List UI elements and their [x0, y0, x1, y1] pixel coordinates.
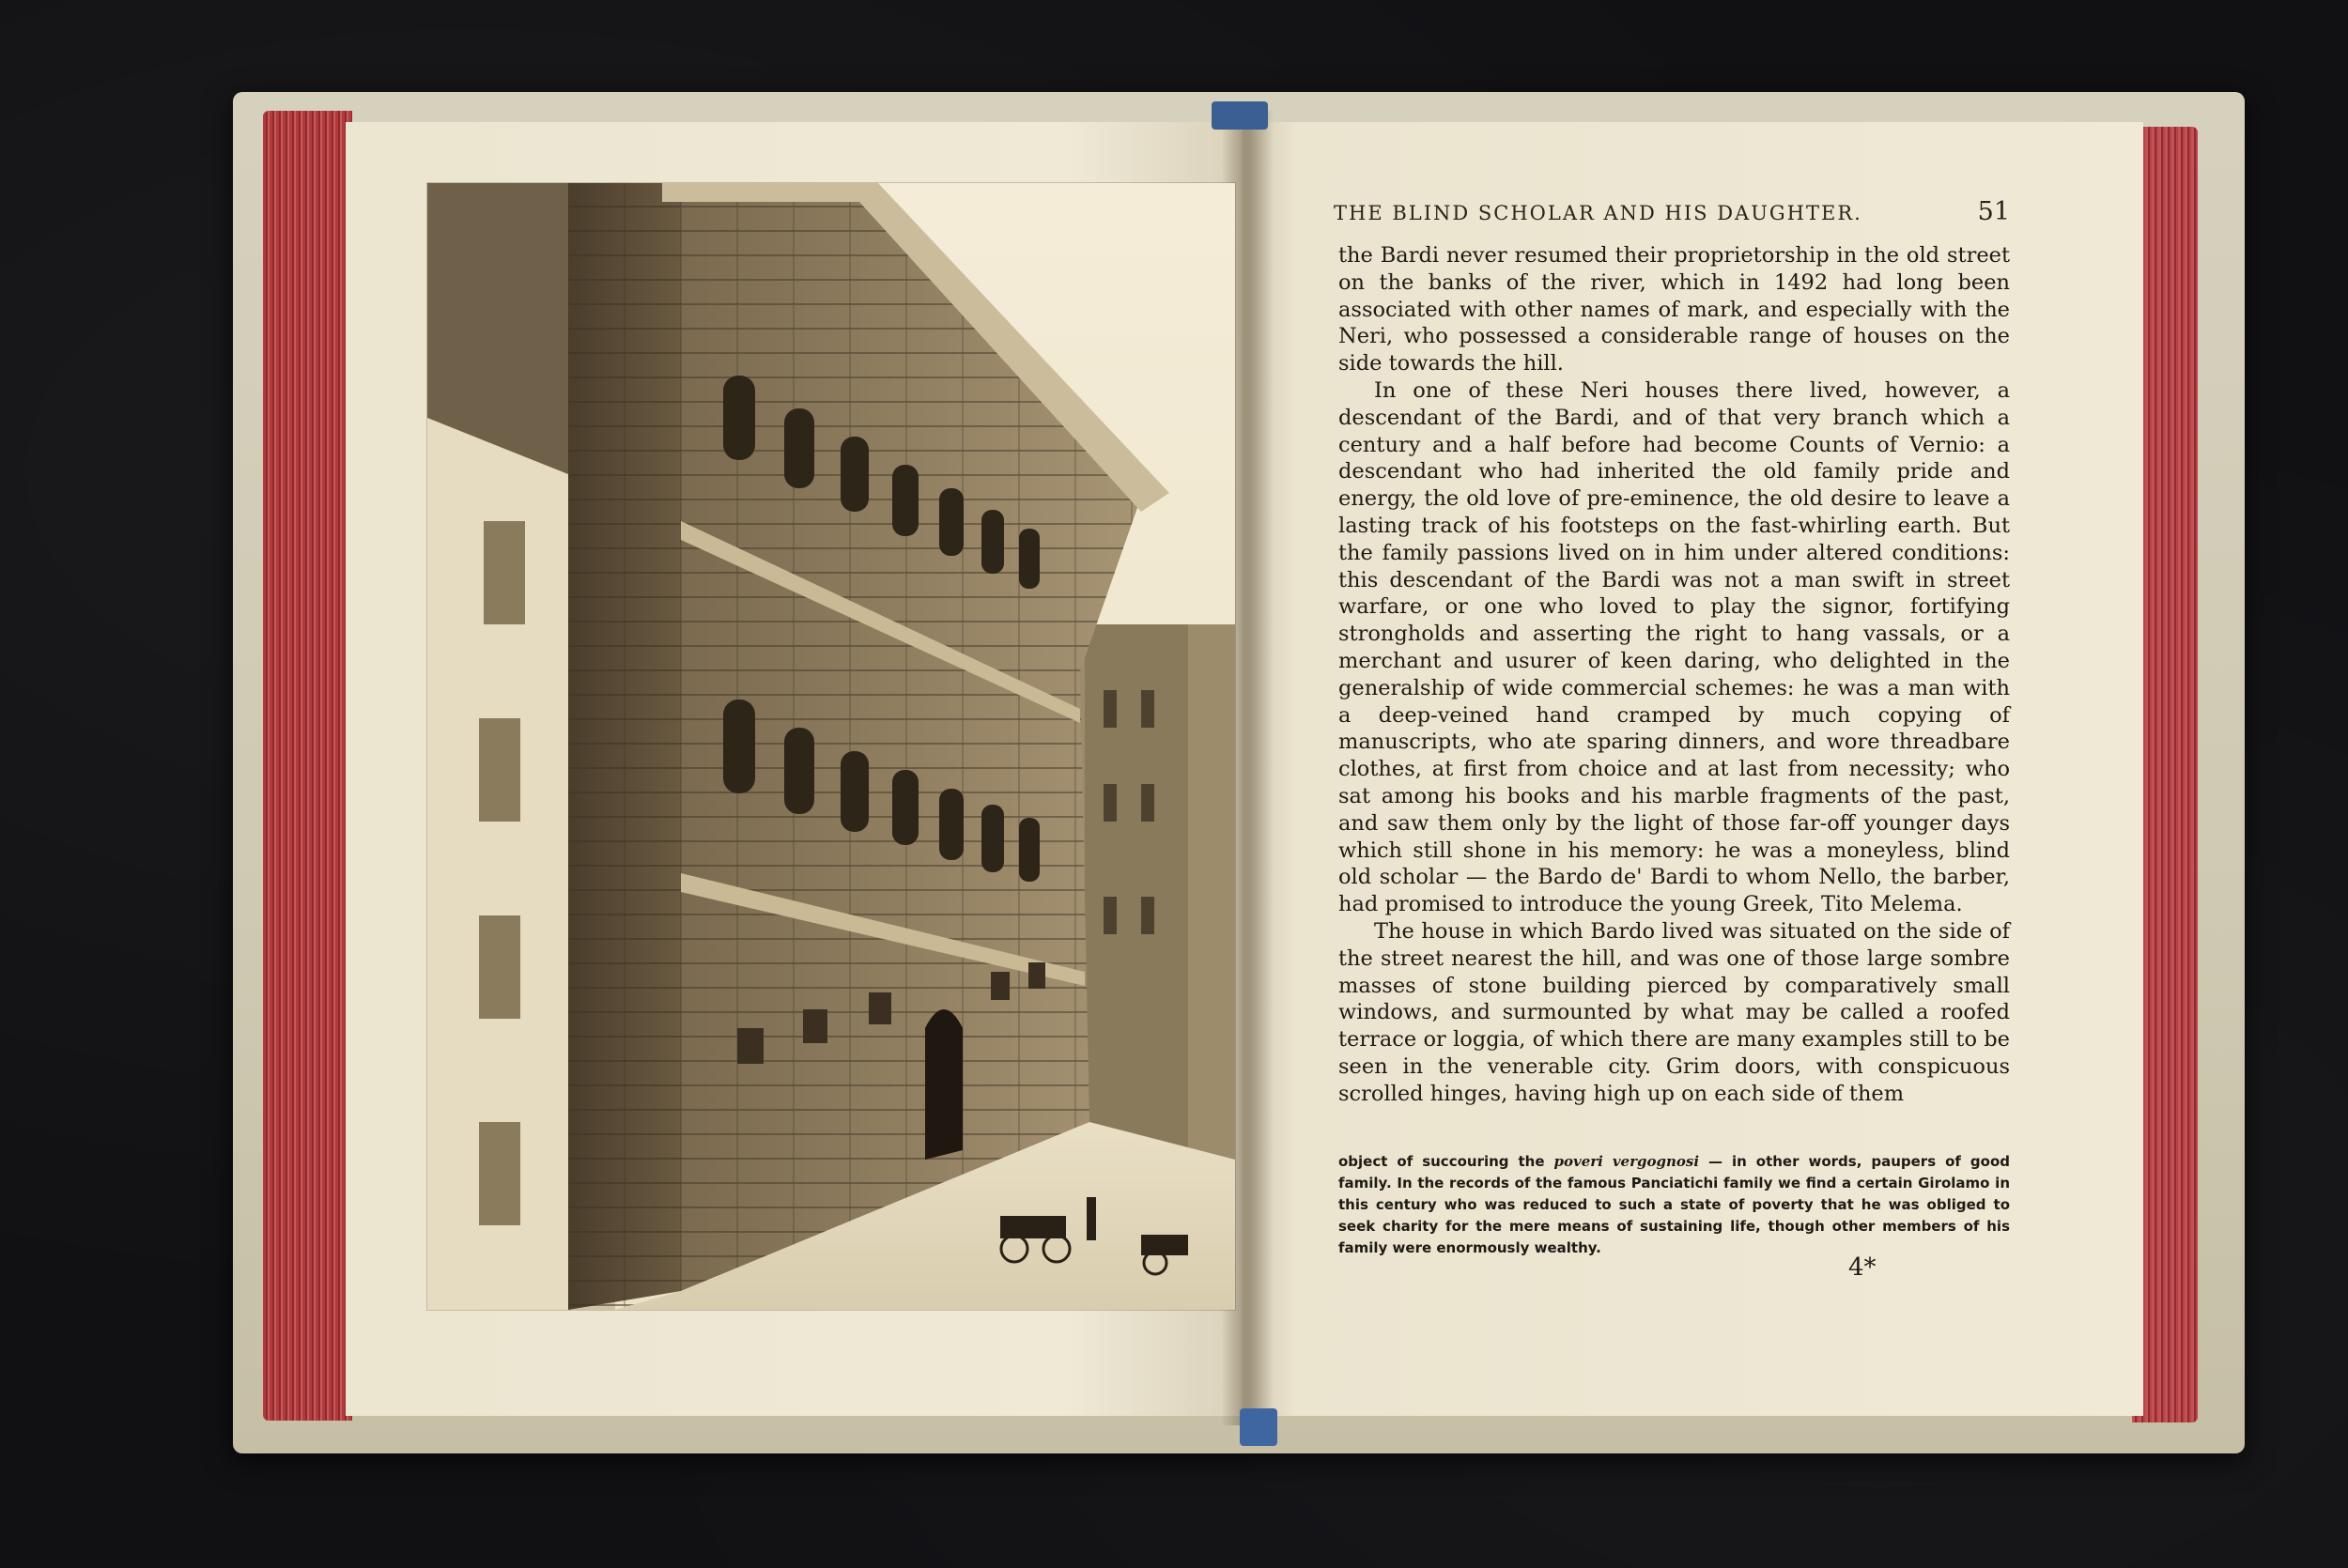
footnote-text-end: — in other words, paupers of good family. In the records of the famous Panciatichi family we find a certain Girolamo in this century who was reduced to such a state of poverty that he was obliged to seek charity for the mere means of sustaining life, though other members of his family were enormously wealthy. [1338, 1153, 2010, 1256]
bookmark-ribbon-bottom [1240, 1408, 1277, 1446]
palazzo-strozzi-image [427, 183, 1235, 1310]
footnote-text-start: object of succouring the [1338, 1153, 1554, 1170]
paragraph-2: In one of these Neri houses there lived, however, a descendant of the Bardi, and of that very branch which a century and a half before had become Counts of Vernio: a descendant who had inherited the old family pride and energy, the old love of pre-eminence, the old desire to leave a lasting track of his footsteps on the fast-whirling earth. But the family passions lived on in him under altered conditions: this descendant of the Bardi was not a man swift in street warfare, or one who loved to play the signor, fortifying strongholds and asserting the right to hang vassals, or a merchant and usurer of keen daring, who delighted in the generalship of wide commercial schemes: he was a man with a deep-veined hand cramped by much copying of manuscripts, who ate sparing dinners, and wore threadbare clothes, at first from choice and at last from necessity; who sat among his books and his marble fragments of the past, and saw them only by the light of those far-off younger days which still shone in his memory: he was a moneyless, blind old scholar — the Bardo de' Bardi to whom Nello, the barber, had promised to introduce the young Greek, Tito Melema. [1338, 377, 2010, 917]
paragraph-3: The house in which Bardo lived was situated on the side of the street nearest the hill, and was one of those large sombre masses of stone building pierced by comparatively small windows, and surmounted by what may be called a roofed terrace or loggia, of which there are many examples still to be seen in the venerable city. Grim doors, with conspicuous scrolled hinges, having high up on each side of them [1338, 918, 2010, 1106]
page-body-text [1338, 242, 2010, 1108]
bookmark-ribbon-top [1212, 101, 1268, 130]
paragraph-1: the Bardi never resumed their proprietorship in the old street on the banks of the river, which in 1492 had long been associated with other names of mark, and especially with the Neri, who possessed a considerable range of houses on the side towards the hill. [1338, 243, 2010, 377]
running-title: THE BLIND SCHOLAR AND HIS DAUGHTER. [1334, 202, 1862, 224]
left-page-edges [263, 111, 352, 1421]
page-number: 51 [1977, 197, 2010, 226]
footnote-italic-phrase: poveri vergognosi [1553, 1153, 1700, 1170]
albumen-photograph-palazzo [427, 183, 1235, 1310]
signature-mark: 4* [1848, 1253, 1877, 1282]
running-head [1334, 197, 2010, 235]
footnote [1338, 1151, 2010, 1259]
